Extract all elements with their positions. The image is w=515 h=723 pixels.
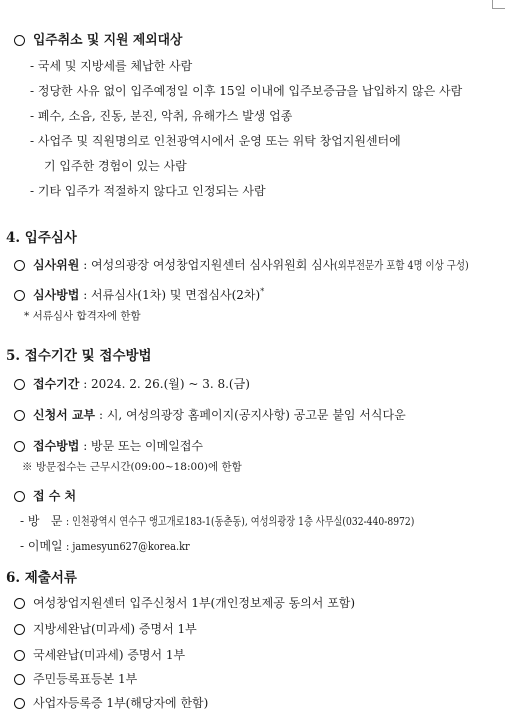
form-text: : 시, 여성의광장 홈페이지(공지사항) 공고문 붙임 서식다운: [95, 408, 406, 422]
committee-label: 심사위원: [33, 258, 80, 272]
document-item: [14, 649, 185, 661]
document-item: [14, 697, 208, 709]
document-label: 주민등록표등본 1부: [33, 672, 138, 686]
review-method-item: [14, 288, 264, 301]
email-label: - 이메일: [20, 539, 63, 553]
exclusion-heading: [14, 35, 182, 48]
reception-place-label: 접 수 처: [33, 489, 77, 503]
committee-note: (외부전문가 포함 4명 이상 구성): [334, 258, 470, 272]
reception-place-heading: [14, 490, 76, 502]
email-item: [20, 540, 212, 553]
visit-address: : 인천광역시 연수구 앵고개로183-1(동춘동), 여성의광장 1층 사무실(032-440-8972): [66, 514, 415, 528]
section-5-title: 5. 접수기간 및 접수방법: [6, 348, 152, 364]
footnote-mark: *: [260, 287, 265, 296]
visit-address-item: [20, 515, 502, 528]
committee-text: : 여성의광장 여성창업지원센터 심사위원회 심사: [79, 258, 335, 272]
document-label: 지방세완납(미과세) 증명서 1부: [33, 622, 197, 636]
submission-method-label: 접수방법: [33, 439, 80, 453]
circle-bullet-icon: [14, 410, 25, 421]
circle-bullet-icon: [14, 624, 25, 635]
list-item: 기 입주한 경험이 있는 사람: [44, 159, 187, 173]
circle-bullet-icon: [14, 290, 25, 301]
circle-bullet-icon: [14, 598, 25, 609]
period-label: 접수기간: [33, 377, 80, 391]
circle-bullet-icon: [14, 491, 25, 502]
document-item: [14, 597, 355, 609]
footnote: * 서류심사 합격자에 한함: [24, 310, 141, 322]
list-item: - 정당한 사유 없이 입주예정일 이후 15일 이내에 입주보증금을 납입하지 않은 사람: [30, 84, 463, 98]
list-item: - 기타 입주가 적절하지 않다고 인정되는 사람: [30, 184, 266, 198]
circle-bullet-icon: [14, 379, 25, 390]
document-label: 사업자등록증 1부(해당자에 한함): [33, 696, 209, 710]
form-label: 신청서 교부: [33, 408, 96, 422]
circle-bullet-icon: [14, 674, 25, 685]
exclusion-title: 입주취소 및 지원 제외대상: [33, 33, 183, 48]
document-item: [14, 673, 137, 685]
document-label: 여성창업지원센터 입주신청서 1부(개인정보제공 동의서 포함): [33, 596, 356, 610]
visit-label: - 방 문: [20, 514, 63, 528]
circle-bullet-icon: [14, 698, 25, 709]
method-label: 심사방법: [33, 288, 80, 302]
form-distribution-item: [14, 409, 406, 421]
circle-bullet-icon: [14, 441, 25, 452]
review-committee-item: [14, 259, 499, 272]
list-item: - 국세 및 지방세를 체납한 사람: [30, 59, 193, 73]
circle-bullet-icon: [14, 35, 25, 46]
visit-hours-note: ※ 방문접수는 근무시간(09:00~18:00)에 한함: [22, 461, 242, 473]
document-label: 국세완납(미과세) 증명서 1부: [33, 648, 186, 662]
submission-method-text: : 방문 또는 이메일접수: [79, 439, 204, 453]
section-6-title: 6. 제출서류: [6, 570, 77, 586]
period-item: [14, 378, 250, 390]
circle-bullet-icon: [14, 650, 25, 661]
method-text: : 서류심사(1차) 및 면접심사(2차): [79, 288, 261, 302]
period-text: : 2024. 2. 26.(월) ~ 3. 8.(금): [79, 377, 250, 391]
submission-method-item: [14, 440, 203, 452]
document-item: [14, 623, 197, 635]
circle-bullet-icon: [14, 260, 25, 271]
list-item: - 폐수, 소음, 진동, 분진, 악취, 유해가스 발생 업종: [30, 109, 293, 123]
page-corner-mark: [492, 0, 505, 9]
list-item: - 사업주 및 직원명의로 인천광역시에서 운영 또는 위탁 창업지원센터에: [30, 134, 401, 148]
section-4-title: 4. 입주심사: [6, 230, 77, 246]
email-address: : jamesyun627@korea.kr: [66, 539, 191, 553]
